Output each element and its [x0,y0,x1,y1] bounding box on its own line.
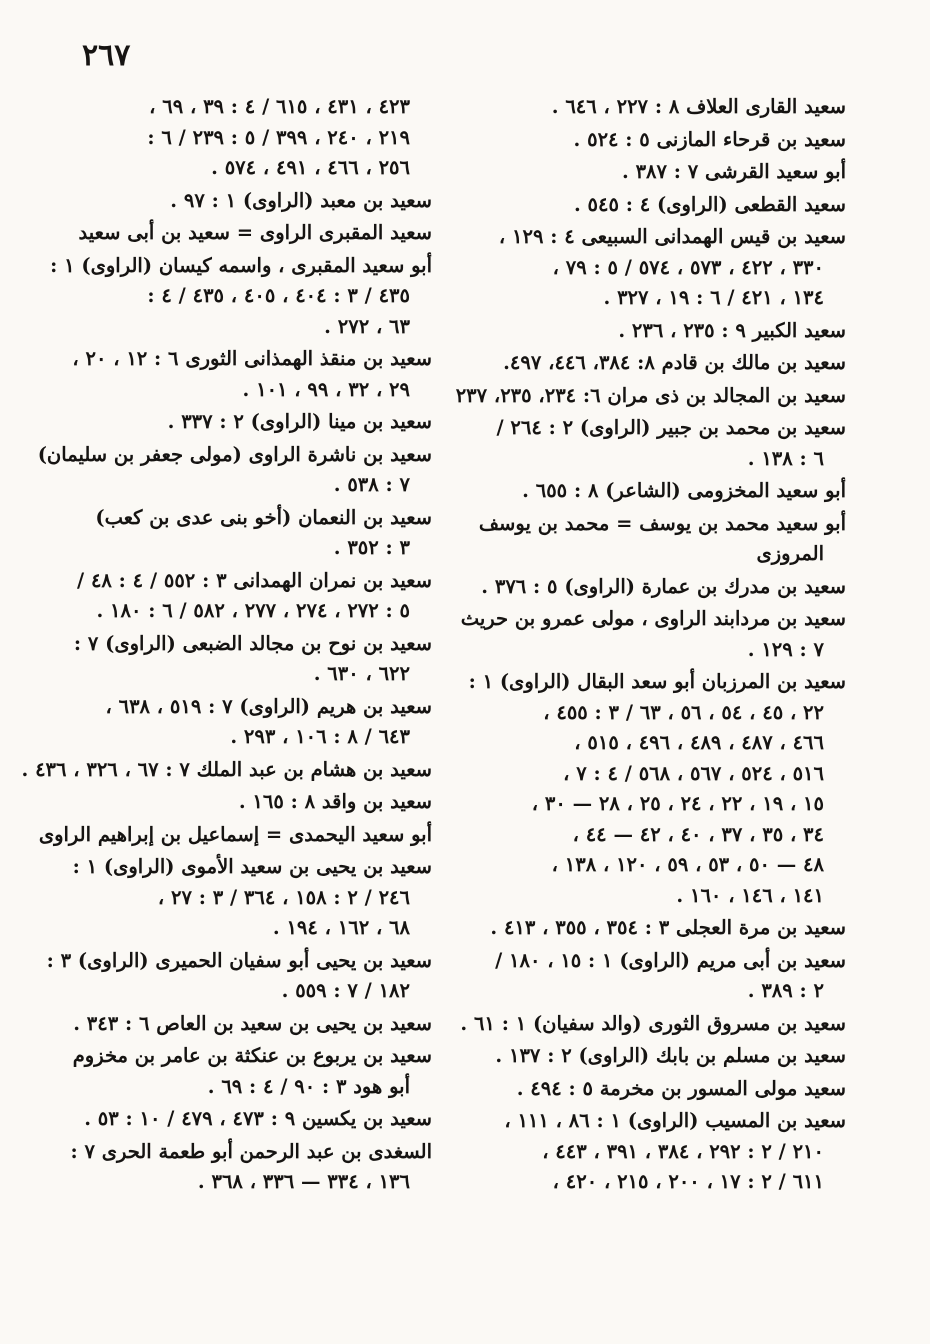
index-entry [460,604,846,665]
index-entry-line: أبو سعيد اليحمدى = إسماعيل بن إبراهيم الراوى [38,822,432,846]
index-entry-line: ٦١١ / ٢ : ١٧ ، ٢٠٠ ، ٢١٥ ، ٤٢٠ ، [552,1170,824,1193]
index-entry-line: سعيد بن يحيى أبو سفيان الحميرى (الراوى) ٣ : [46,948,432,972]
index-entry [72,218,432,249]
index-entry-line: سعيد القطعى (الراوى) ٤ : ٥٤٥ . [573,192,846,216]
index-entry-line: سعيد بن النعمان (أخو بنى عدى بن كعب) [95,505,432,529]
index-entry-line: أبو سعيد القرشى ٧ : ٣٨٧ . [622,160,846,183]
index-entry-line: سعيد بن نوح بن مجالد الضبعى (الراوى) ٧ : [73,631,432,655]
index-entry-line: ٦٤٣ / ٨ : ١٠٦ ، ٢٩٣ . [230,725,410,748]
index-entry [72,344,432,405]
index-entry [460,1009,846,1040]
index-entry [496,476,846,507]
index-entry [496,348,846,379]
index-entry [496,1106,846,1198]
index-entry [46,946,432,1007]
index-entry-line: ٢٥٦ ، ٤٦٦ ، ٤٩١ ، ٥٧٤ . [211,156,410,179]
index-entry-line: ٢١٠ / ٢ : ٢٩٢ ، ٣٨٤ ، ٣٩١ ، ٤٤٣ ، [542,1139,824,1163]
index-entry-line: أبو سعيد المخزومى (الشاعر) ٨ : ٦٥٥ . [522,479,846,502]
index-entry [478,509,846,570]
index-entry [38,820,432,851]
index-entry-line: سعيد بن قيس الهمدانى السبيعى ٤ : ١٢٩ ، [498,225,846,248]
index-entry-line: ١٣٤ ، ٤٢١ / ٦ : ١٩ ، ٣٢٧ . [603,286,824,309]
index-entry-line: سعيد بن ناشرة الراوى (مولى جعفر بن سليمان) [37,442,432,466]
index-entry-line: سعيد بن أبى مريم (الراوى) ١ : ١٥ ، ١٨٠ / [495,948,846,972]
index-entry-line: سعيد بن هريم (الراوى) ٧ : ٥١٩ ، ٦٣٨ ، [105,694,432,718]
index-entry [72,692,432,753]
index-entry-line: سعيد المقبرى الراوى = سعيد بن أبى سعيد [78,221,432,244]
index-entry-line: سعيد بن مردابند الراوى ، مولى عمرو بن حريث [460,607,846,630]
index-entry-line: ٥ : ٢٧٢ ، ٢٧٤ ، ٢٧٧ ، ٥٨٢ / ٦ : ١٨٠ . [96,599,410,622]
index-entry-line: المروزى [756,542,824,565]
index-entry [496,157,846,188]
index-entry [72,852,432,944]
index-entry [72,407,432,438]
index-entry-line: سعيد بن مسروق الثورى (والد سفيان) ١ : ٦١ . [460,1011,846,1035]
index-entry-line: سعيد مولى المسور بن مخرمة ٥ : ٤٩٤ . [516,1076,846,1100]
index-entry [72,787,432,818]
index-entry-line: سعيد بن يربوع بن عنكثة بن عامر بن مخزوم [72,1044,432,1067]
index-entry-line: سعيد بن واقد ٨ : ١٦٥ . [238,790,432,813]
index-entry-line: ٦٨ ، ١٦٢ ، ١٩٤ . [272,916,410,939]
index-entry [72,566,432,627]
index-entry-line: السغدى بن عبد الرحمن أبو طعمة الحرى ٧ : [70,1139,432,1163]
index-entry-line: ٢١٩ ، ٢٤٠ ، ٣٩٩ / ٥ : ٢٣٩ / ٦ : [147,125,410,149]
index-entry-line: سعيد بن المرزبان أبو سعد البقال (الراوى) ١ : [468,670,846,693]
index-entry [496,125,846,156]
index-entry [37,440,432,501]
index-entry [72,1137,432,1198]
index-entry-line: سعيد بن نمران الهمدانى ٣ : ٥٥٢ / ٤ : ٤٨ / [77,568,432,592]
index-entry [72,1104,432,1135]
index-entry-line: أبو سعيد محمد بن يوسف = محمد بن يوسف [478,511,846,535]
index-entry [496,413,846,474]
index-entry-line: سعيد بن مسلم بن بابك (الراوى) ٢ : ١٣٧ . [495,1044,846,1067]
index-entry-line: ٢ : ٣٨٩ . [747,979,824,1002]
index-entry [468,667,846,911]
index-entry [496,222,846,314]
index-entry-line: سعيد بن مالك بن قادم ٨: ٣٨٤، ٤٤٦، ٤٩٧. [503,351,846,374]
index-entry [21,755,432,786]
index-entry-line: ٦٣ ، ٢٧٢ . [324,314,410,338]
index-entry-line: سعيد بن يحيى بن سعيد الأموى (الراوى) ١ : [72,855,432,878]
index-entry-line: ٣ : ٣٥٢ . [333,536,410,559]
index-entry-line: ٤٣٥ / ٣ : ٤٠٤ ، ٤٠٥ ، ٤٣٥ / ٤ : [147,284,410,307]
index-entry-line: ١٣٦ ، ٣٣٤ — ٣٣٦ ، ٣٦٨ . [197,1170,410,1193]
index-entry-line: سعيد بن يحيى بن سعيد بن العاص ٦ : ٣٤٣ . [73,1011,432,1035]
index-entry-line: سعيد بن محمد بن جبير (الراوى) ٢ : ٢٦٤ / [496,416,846,439]
index-entry [496,190,846,221]
index-entry-line: ٤٨ — ٥٠ ، ٥٣ ، ٥٩ ، ١٢٠ ، ١٣٨ ، [551,853,824,876]
index-column-left [21,92,432,1200]
index-entry-line: ١٨٢ / ٧ : ٥٥٩ . [281,979,410,1002]
index-entry [490,913,846,944]
index-entry-line: ٤٢٣ ، ٤٣١ ، ٦١٥ / ٤ : ٣٩ ، ٦٩ ، [149,95,410,118]
index-entry-line: ٥١٦ ، ٥٢٤ ، ٥٦٧ ، ٥٦٨ / ٤ : ٧ ، [563,761,824,785]
index-entry [455,381,846,412]
index-entry-line: ٤٦٦ ، ٤٨٧ ، ٤٨٩ ، ٤٩٦ ، ٥١٥ ، [574,731,824,754]
index-entry [72,503,432,564]
index-entry-line: ٢٩ ، ٣٢ ، ٩٩ ، ١٠١ . [242,377,410,401]
index-entry [72,1009,432,1040]
page-number: ٢٦٧ [82,38,131,73]
index-entry [72,186,432,217]
index-entry-line: ٦٢٢ ، ٦٣٠ . [313,662,410,685]
index-entry-line: سعيد بن يكسين ٩ : ٤٧٣ ، ٤٧٩ / ١٠ : ٥٣ . [84,1107,432,1130]
index-entry-line: سعيد القارى العلاف ٨ : ٢٢٧ ، ٦٤٦ . [551,95,846,118]
index-entry-line: ٣٤ ، ٣٥ ، ٣٧ ، ٤٠ ، ٤٢ — ٤٤ ، [572,822,824,846]
index-entry [496,946,846,1007]
index-column-right [455,92,846,1200]
index-entry-line: أبو سعيد المقبرى ، واسمه كيسان (الراوى) ١ : [50,253,432,277]
index-entry-line: سعيد بن مرة العجلى ٣ : ٣٥٤ ، ٣٥٥ ، ٤١٣ . [490,916,846,939]
index-entry-line: أبو هود ٣ : ٩٠ / ٤ : ٦٩ . [207,1074,410,1098]
index-entry-line: سعيد بن مدرك بن عمارة (الراوى) ٥ : ٣٧٦ . [481,574,846,598]
index-entry [481,572,846,603]
index-entry [496,316,846,347]
index-entry-line: ٢٢ ، ٤٥ ، ٥٤ ، ٥٦ ، ٦٣ / ٣ : ٤٥٥ ، [543,700,824,724]
index-entry [72,92,432,184]
index-entry-line: سعيد بن المسيب (الراوى) ١ : ٨٦ ، ١١١ ، [504,1109,846,1132]
index-entry-line: ٧ : ١٢٩ . [747,637,824,661]
index-entry-line: سعيد الكبير ٩ : ٢٣٥ ، ٢٣٦ . [618,318,846,342]
index-entry-line: سعيد بن مينا (الراوى) ٢ : ٣٣٧ . [167,410,432,433]
index-entry-line: سعيد بن قرحاء المازنى ٥ : ٥٢٤ . [573,127,846,151]
index-entry-line: سعيد بن المجالد بن ذى مران ٦: ٢٣٤، ٢٣٥، ٢٣٧ [455,383,846,407]
index-entry-line: ٦ : ١٣٨ . [747,446,824,470]
index-entry [72,629,432,690]
index-entry-line: ١٤١ ، ١٤٦ ، ١٦٠ . [676,883,824,907]
index-entry-line: ١٥ ، ١٩ ، ٢٢ ، ٢٤ ، ٢٥ ، ٢٨ — ٣٠ ، [531,792,824,815]
index-entry-line: سعيد بن منقذ الهمذانى الثورى ٦ : ١٢ ، ٢٠ ، [72,347,432,370]
index-entry [496,92,846,123]
index-entry-line: ٢٤٦ / ٢ : ١٥٨ ، ٣٦٤ / ٣ : ٢٧ ، [157,885,410,909]
index-entry-line: ٧ : ٥٣٨ . [333,473,410,496]
index-entry-line: سعيد بن معبد (الراوى) ١ : ٩٧ . [170,188,432,212]
index-entry [496,1074,846,1105]
index-entry [496,1041,846,1072]
index-entry-line: ٣٣٠ ، ٤٢٢ ، ٥٧٣ ، ٥٧٤ / ٥ : ٧٩ ، [552,255,824,279]
index-entry [72,1041,432,1102]
index-entry [50,251,432,343]
index-entry-line: سعيد بن هشام بن عبد الملك ٧ : ٦٧ ، ٣٢٦ ، ٤٣٦ . [21,757,432,781]
